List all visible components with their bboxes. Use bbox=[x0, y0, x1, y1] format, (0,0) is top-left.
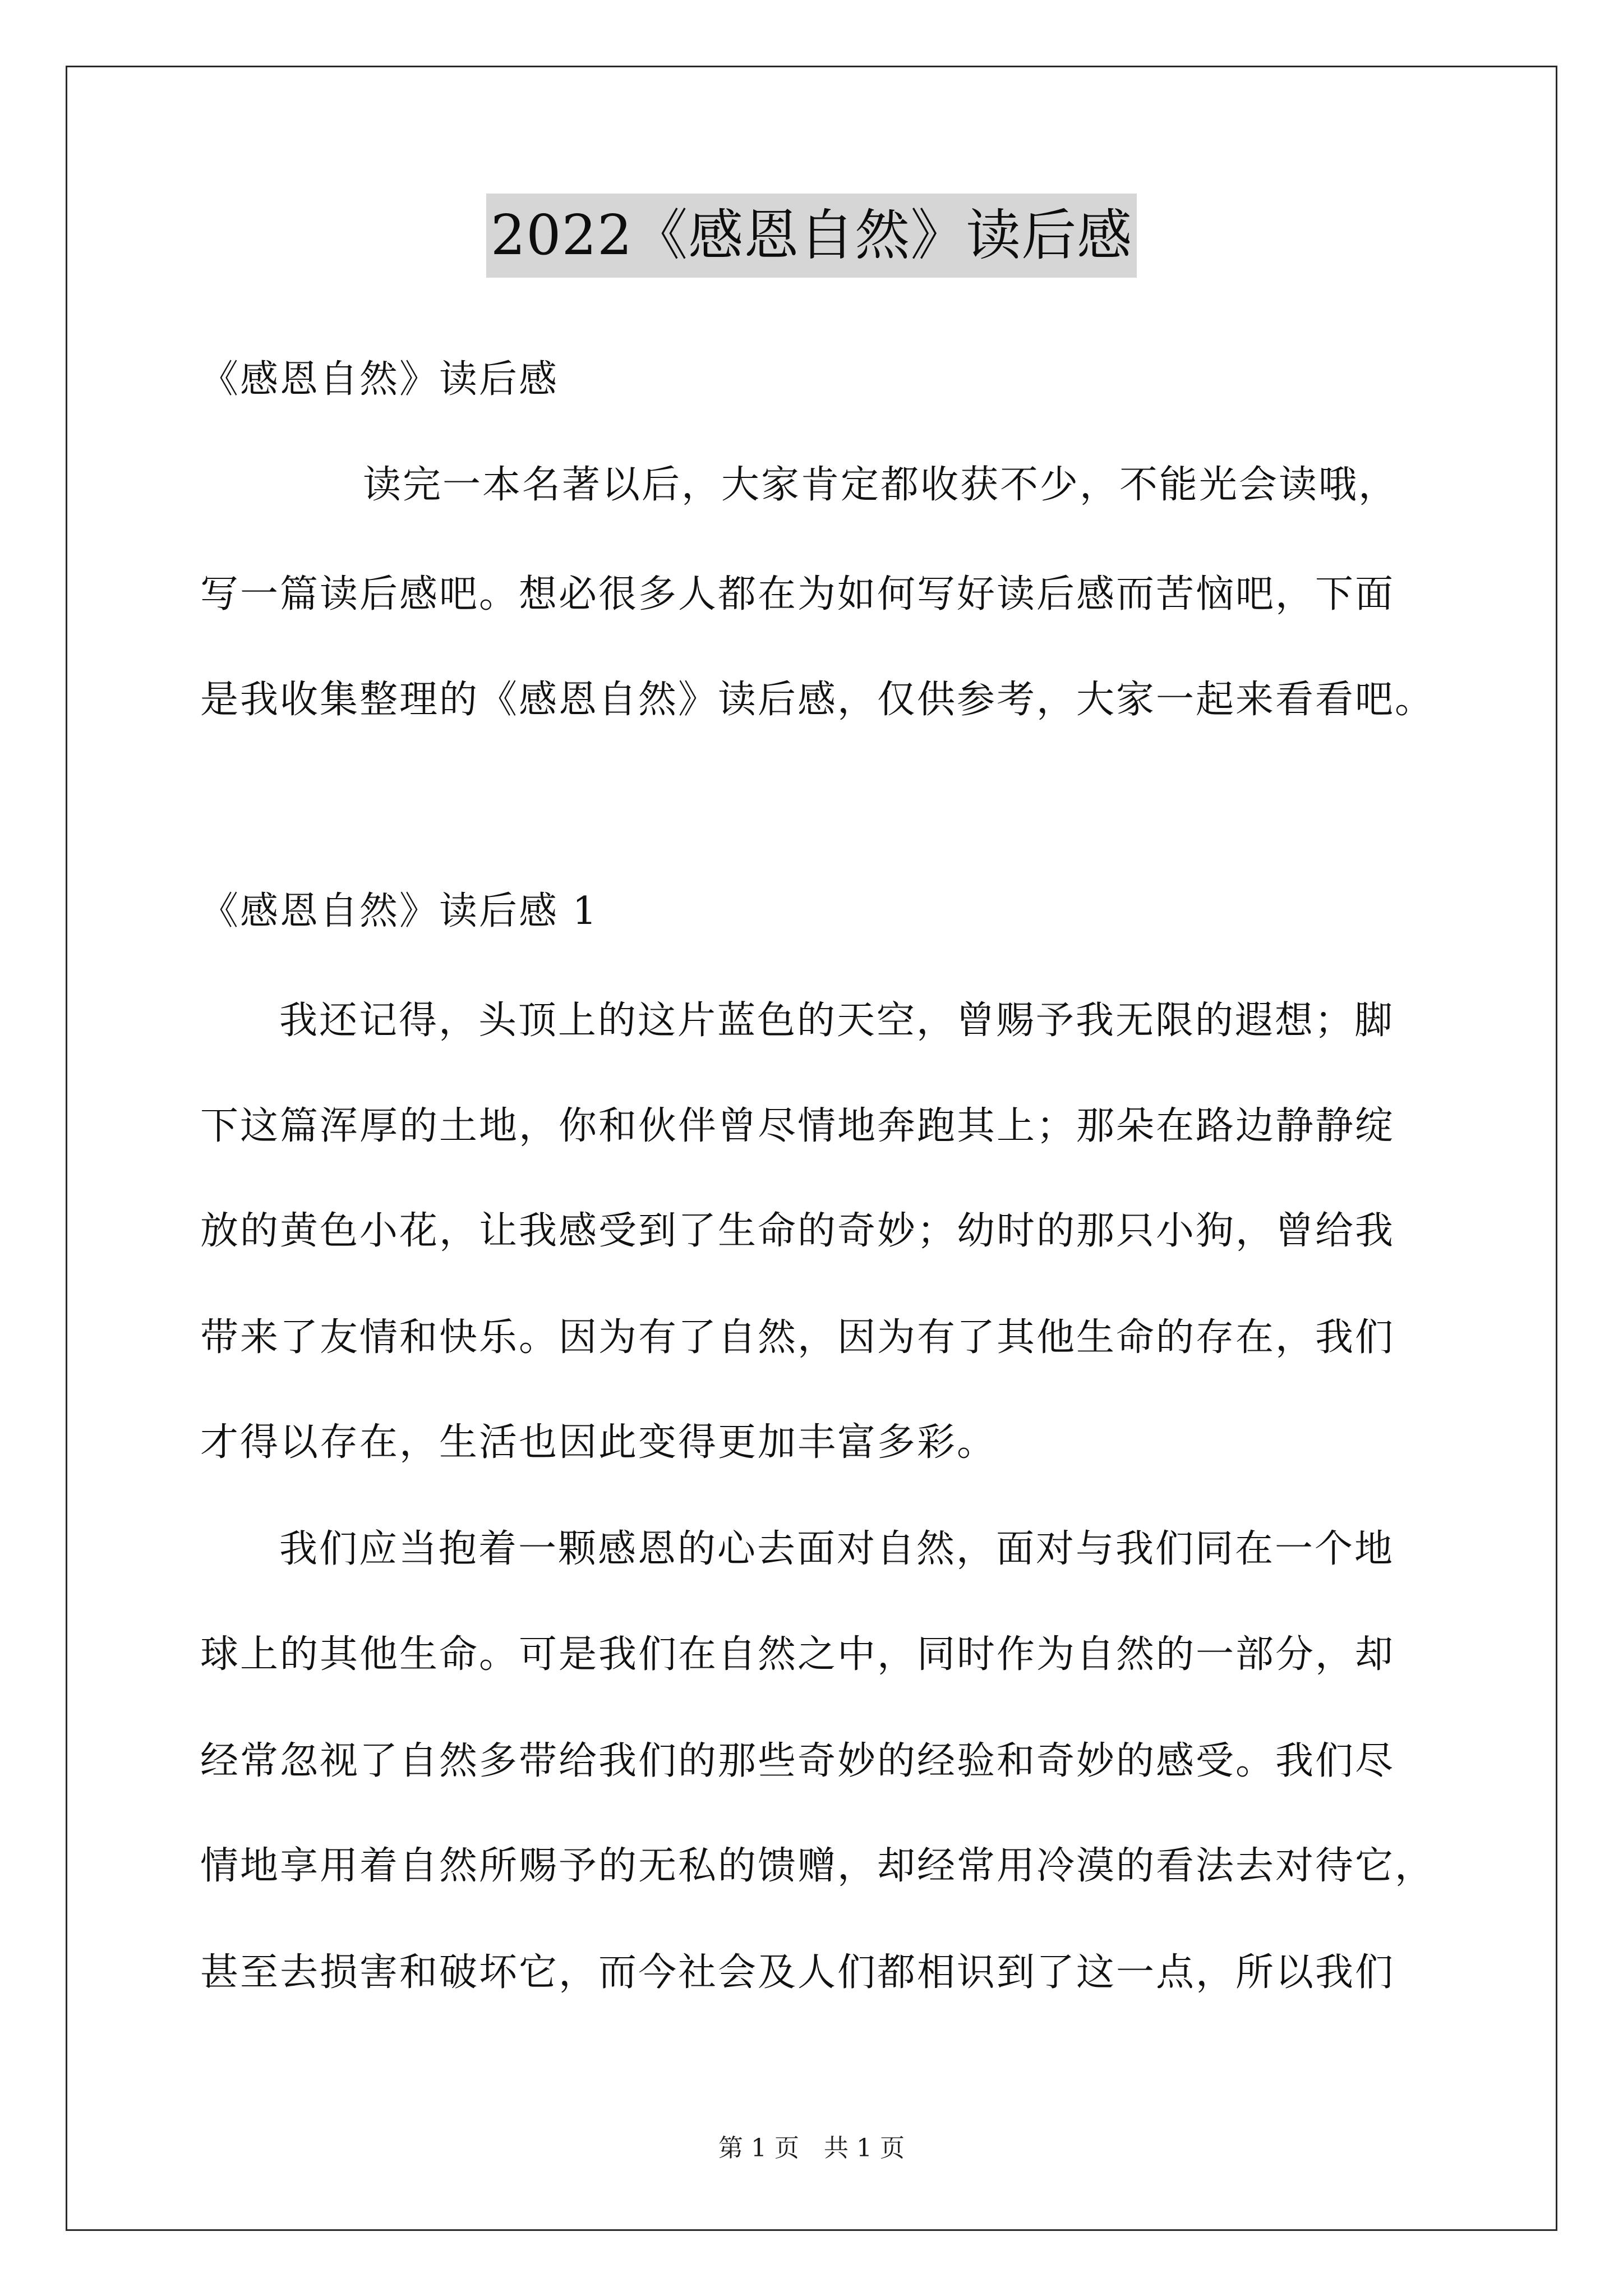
title-container bbox=[0, 194, 1623, 278]
intro-line-3: 是我收集整理的《感恩自然》读后感，仅供参考，大家一起来看看吧。 bbox=[200, 678, 1435, 722]
intro-line-1: 读完一本名著以后，大家肯定都收获不少，不能光会读哦， bbox=[363, 463, 1399, 507]
page-footer: 第 1 页 共 1 页 bbox=[718, 2134, 905, 2162]
document-title: 2022《感恩自然》读后感 bbox=[486, 194, 1137, 278]
paragraph2-line-2: 球上的其他生命。可是我们在自然之中，同时作为自然的一部分，却 bbox=[200, 1632, 1395, 1677]
paragraph2-line-3: 经常忽视了自然多带给我们的那些奇妙的经验和奇妙的感受。我们尽 bbox=[200, 1739, 1395, 1783]
paragraph1-line-5: 才得以存在，生活也因此变得更加丰富多彩。 bbox=[200, 1420, 997, 1465]
paragraph1-line-2: 下这篇浑厚的土地，你和伙伴曾尽情地奔跑其上；那朵在路边静静绽 bbox=[200, 1104, 1395, 1148]
paragraph2-line-4: 情地享用着自然所赐予的无私的馈赠，却经常用冷漠的看法去对待它， bbox=[200, 1844, 1435, 1888]
section-heading: 《感恩自然》读后感 1 bbox=[200, 889, 598, 933]
subtitle: 《感恩自然》读后感 bbox=[200, 357, 559, 402]
paragraph2-line-1: 我们应当抱着一颗感恩的心去面对自然，面对与我们同在一个地 bbox=[279, 1527, 1395, 1571]
paragraph1-line-1: 我还记得，头顶上的这片蓝色的天空，曾赐予我无限的遐想；脚 bbox=[279, 999, 1395, 1043]
paragraph2-line-5: 甚至去损害和破坏它，而今社会及人们都相识到了这一点，所以我们 bbox=[200, 1950, 1395, 1995]
paragraph1-line-3: 放的黄色小花，让我感受到了生命的奇妙；幼时的那只小狗，曾给我 bbox=[200, 1209, 1395, 1253]
paragraph1-line-4: 带来了友情和快乐。因为有了自然，因为有了其他生命的存在，我们 bbox=[200, 1315, 1395, 1360]
intro-line-2: 写一篇读后感吧。想必很多人都在为如何写好读后感而苦恼吧，下面 bbox=[200, 572, 1395, 616]
